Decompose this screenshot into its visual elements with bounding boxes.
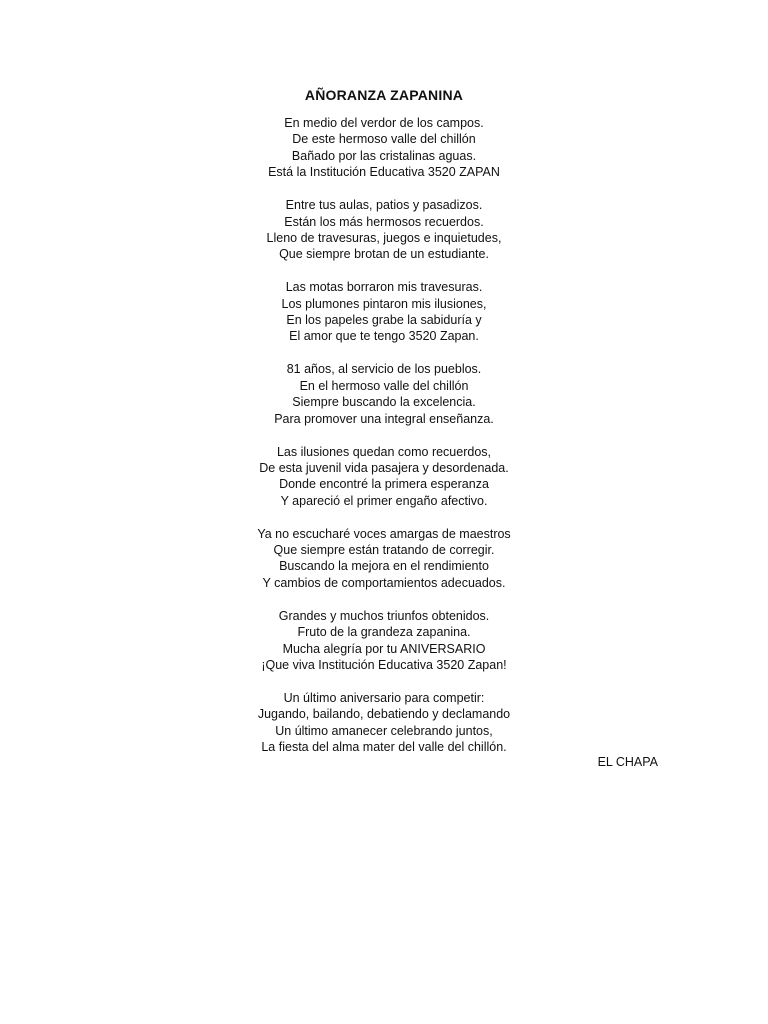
poem-stanza	[0, 361, 768, 427]
poem-line: Bañado por las cristalinas aguas.	[291, 148, 477, 163]
poem-line: Y cambios de comportamientos adecuados.	[262, 575, 506, 590]
poem-stanza	[0, 526, 768, 592]
poem-line: 81 años, al servicio de los pueblos.	[286, 362, 482, 377]
poem-line: El amor que te tengo 3520 Zapan.	[289, 329, 479, 344]
poem-line: Donde encontré la primera esperanza	[279, 477, 489, 492]
poem-stanza	[0, 444, 768, 510]
poem-line: Buscando la mejora en el rendimiento	[279, 559, 489, 574]
poem-line: En los papeles grabe la sabiduría y	[286, 313, 482, 328]
poem-title: AÑORANZA ZAPANINA	[304, 87, 464, 103]
poem-stanza	[0, 197, 768, 263]
poem-stanza	[0, 690, 768, 756]
poem-stanza	[0, 608, 768, 674]
poem-line: De esta juvenil vida pasajera y desordenada.	[259, 460, 509, 475]
poem-stanza	[0, 115, 768, 181]
poem-line: Fruto de la grandeza zapanina.	[297, 625, 471, 640]
poem-line: De este hermoso valle del chillón	[292, 132, 476, 147]
poem-line: Ya no escucharé voces amargas de maestros	[257, 526, 511, 541]
poem-line: Un último amanecer celebrando juntos,	[275, 723, 493, 738]
poem-line: Siempre buscando la excelencia.	[292, 395, 476, 410]
poem-line: En medio del verdor de los campos.	[284, 116, 484, 130]
poem-line: Jugando, bailando, debatiendo y declamando	[257, 707, 511, 722]
poem-line: Lleno de travesuras, juegos e inquietudes,	[266, 230, 502, 245]
poem-line: Un último aniversario para competir:	[283, 690, 485, 705]
poem-line: Las motas borraron mis travesuras.	[285, 280, 483, 295]
poem-line: Mucha alegría por tu ANIVERSARIO	[282, 641, 486, 656]
poem-line: ¡Que viva Institución Educativa 3520 Zapan!	[261, 657, 507, 672]
poem-line: Y apareció el primer engaño afectivo.	[280, 493, 488, 508]
poem-line: Están los más hermosos recuerdos.	[284, 214, 484, 229]
poem-signature: EL CHAPA	[597, 755, 658, 769]
poem-line: Las ilusiones quedan como recuerdos,	[276, 444, 492, 459]
poem-line: Para promover una integral enseñanza.	[274, 411, 494, 426]
poem-line: La fiesta del alma mater del valle del chillón.	[261, 740, 507, 755]
poem-body	[0, 115, 768, 772]
poem-line: Que siempre brotan de un estudiante.	[279, 247, 489, 262]
poem-line: En el hermoso valle del chillón	[299, 378, 469, 393]
poem-line: Grandes y muchos triunfos obtenidos.	[278, 608, 490, 623]
poem-line: Que siempre están tratando de corregir.	[273, 543, 495, 558]
poem-line: Los plumones pintaron mis ilusiones,	[281, 296, 487, 311]
poem-stanza	[0, 279, 768, 345]
poem-line: Está la Institución Educativa 3520 ZAPAN	[268, 165, 500, 180]
poem-line: Entre tus aulas, patios y pasadizos.	[285, 198, 483, 213]
